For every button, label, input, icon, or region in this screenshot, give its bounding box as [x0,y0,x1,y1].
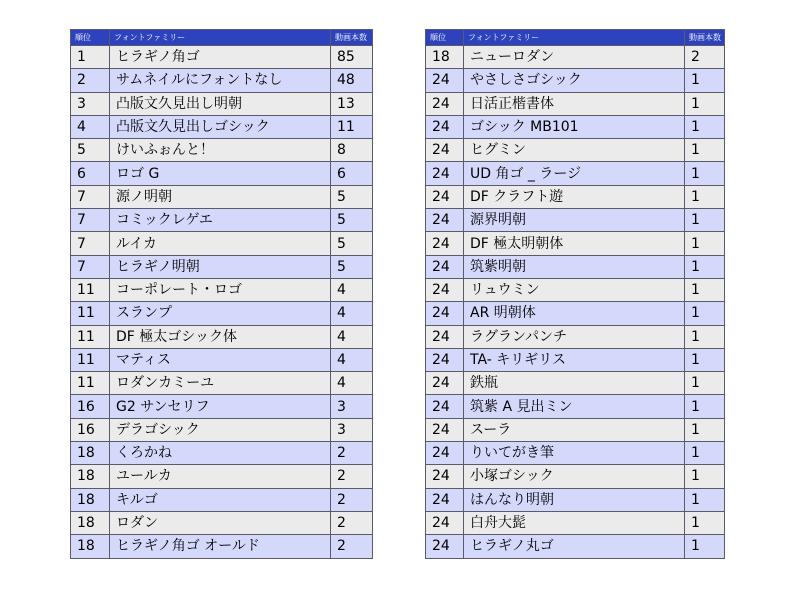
font-family-cell: スランプ [110,302,331,325]
header-video-count: 動画本数 [685,30,725,46]
table-row [426,92,725,115]
font-family-cell: マティス [110,348,331,371]
font-family-cell: ラグランパンチ [464,325,685,348]
ranking-table-left [70,29,373,559]
font-family-cell: AR 明朝体 [464,302,685,325]
video-count-cell: 2 [331,442,373,465]
rank-cell: 18 [71,488,110,511]
table-row [426,162,725,185]
video-count-cell: 1 [685,302,725,325]
font-family-cell: くろかね [110,442,331,465]
video-count-cell: 5 [331,185,373,208]
rank-cell: 4 [71,115,110,138]
table-body-right [426,46,725,559]
font-family-cell: G2 サンセリフ [110,395,331,418]
table-row [71,278,373,301]
font-family-cell: サムネイルにフォントなし [110,69,331,92]
font-family-cell: やさしさゴシック [464,69,685,92]
rank-cell: 24 [426,92,464,115]
rank-cell: 11 [71,372,110,395]
rank-cell: 24 [426,139,464,162]
video-count-cell: 2 [331,465,373,488]
table-row [71,115,373,138]
table-row [71,511,373,534]
video-count-cell: 1 [685,348,725,371]
table-row [71,185,373,208]
font-family-cell: キルゴ [110,488,331,511]
rank-cell: 24 [426,302,464,325]
table-body-left [71,46,373,559]
font-family-cell: リュウミン [464,278,685,301]
video-count-cell: 6 [331,162,373,185]
table-row [426,465,725,488]
font-family-cell: ヒラギノ明朝 [110,255,331,278]
rank-cell: 18 [426,46,464,69]
video-count-cell: 1 [685,255,725,278]
table-row [71,465,373,488]
video-count-cell: 5 [331,232,373,255]
font-family-cell: ルイカ [110,232,331,255]
font-family-cell: ヒラギノ角ゴ オールド [110,535,331,558]
rank-cell: 24 [426,418,464,441]
table-row [426,535,725,558]
header-video-count: 動画本数 [331,30,373,46]
rank-cell: 2 [71,69,110,92]
font-family-cell: 筑紫 A 見出ミン [464,395,685,418]
video-count-cell: 13 [331,92,373,115]
rank-cell: 24 [426,209,464,232]
font-family-cell: コーポレート・ロゴ [110,278,331,301]
video-count-cell: 1 [685,465,725,488]
table-row [71,255,373,278]
video-count-cell: 48 [331,69,373,92]
table-row [426,278,725,301]
table-row [426,232,725,255]
font-family-cell: UD 角ゴ _ ラージ [464,162,685,185]
rank-cell: 5 [71,139,110,162]
font-family-cell: コミックレゲエ [110,209,331,232]
video-count-cell: 4 [331,348,373,371]
rank-cell: 16 [71,395,110,418]
table-row [426,302,725,325]
rank-cell: 7 [71,185,110,208]
table-row [426,209,725,232]
table-row [71,139,373,162]
video-count-cell: 85 [331,46,373,69]
table-row [71,162,373,185]
font-family-cell: TA- キリギリス [464,348,685,371]
rank-cell: 24 [426,535,464,558]
table-row [426,325,725,348]
video-count-cell: 1 [685,418,725,441]
video-count-cell: 2 [331,535,373,558]
video-count-cell: 1 [685,69,725,92]
video-count-cell: 1 [685,488,725,511]
video-count-cell: 8 [331,139,373,162]
table-header-row [71,30,373,46]
font-family-cell: 源界明朝 [464,209,685,232]
table-row [426,442,725,465]
video-count-cell: 4 [331,372,373,395]
font-family-cell: ゴシック MB101 [464,115,685,138]
table-row [71,325,373,348]
ranking-table-right [425,29,725,559]
font-family-cell: けいふぉんと！ [110,139,331,162]
font-family-cell: ユールカ [110,465,331,488]
rank-cell: 24 [426,348,464,371]
font-family-cell: ニューロダン [464,46,685,69]
font-family-cell: DF 極太ゴシック体 [110,325,331,348]
video-count-cell: 1 [685,185,725,208]
video-count-cell: 4 [331,302,373,325]
video-count-cell: 3 [331,418,373,441]
table-row [426,115,725,138]
video-count-cell: 1 [685,139,725,162]
table-row [71,395,373,418]
font-family-cell: ロダン [110,511,331,534]
table-row [426,418,725,441]
video-count-cell: 5 [331,255,373,278]
table-row [426,348,725,371]
font-family-cell: 筑紫明朝 [464,255,685,278]
rank-cell: 18 [71,511,110,534]
rank-cell: 24 [426,162,464,185]
table-row [71,232,373,255]
video-count-cell: 2 [331,511,373,534]
video-count-cell: 2 [331,488,373,511]
video-count-cell: 1 [685,395,725,418]
rank-cell: 24 [426,395,464,418]
rank-cell: 11 [71,348,110,371]
rank-cell: 24 [426,488,464,511]
header-rank: 順位 [71,30,110,46]
rank-cell: 1 [71,46,110,69]
table-row [71,488,373,511]
rank-cell: 11 [71,325,110,348]
table-row [426,255,725,278]
table-row [71,69,373,92]
rank-cell: 24 [426,442,464,465]
table-row [426,185,725,208]
video-count-cell: 4 [331,278,373,301]
font-family-cell: ロゴ G [110,162,331,185]
video-count-cell: 1 [685,442,725,465]
table-row [426,139,725,162]
font-family-cell: ヒラギノ丸ゴ [464,535,685,558]
table-row [426,372,725,395]
rank-cell: 24 [426,465,464,488]
rank-cell: 18 [71,465,110,488]
video-count-cell: 11 [331,115,373,138]
header-font-family: フォントファミリー [464,30,685,46]
font-family-cell: ロダンカミーユ [110,372,331,395]
rank-cell: 11 [71,278,110,301]
table-row [71,46,373,69]
font-family-cell: デラゴシック [110,418,331,441]
table-row [71,372,373,395]
rank-cell: 24 [426,69,464,92]
font-family-cell: 小塚ゴシック [464,465,685,488]
video-count-cell: 1 [685,325,725,348]
video-count-cell: 1 [685,511,725,534]
rank-cell: 24 [426,232,464,255]
font-family-cell: 源ノ明朝 [110,185,331,208]
rank-cell: 24 [426,511,464,534]
rank-cell: 16 [71,418,110,441]
video-count-cell: 1 [685,162,725,185]
header-font-family: フォントファミリー [110,30,331,46]
table-row [426,395,725,418]
table-row [426,46,725,69]
font-family-cell: はんなり明朝 [464,488,685,511]
rank-cell: 7 [71,255,110,278]
font-family-cell: ヒラギノ角ゴ [110,46,331,69]
rank-cell: 7 [71,209,110,232]
table-row [71,302,373,325]
rank-cell: 11 [71,302,110,325]
table-row [71,418,373,441]
table-row [426,488,725,511]
rank-cell: 3 [71,92,110,115]
font-family-cell: 白舟大髭 [464,511,685,534]
font-family-cell: りいてがき筆 [464,442,685,465]
table-row [71,209,373,232]
table-row [71,348,373,371]
font-family-cell: スーラ [464,418,685,441]
font-family-cell: ヒグミン [464,139,685,162]
video-count-cell: 1 [685,278,725,301]
table-row [426,511,725,534]
table-row [71,92,373,115]
font-family-cell: 日活正楷書体 [464,92,685,115]
rank-cell: 24 [426,185,464,208]
rank-cell: 24 [426,278,464,301]
rank-cell: 7 [71,232,110,255]
video-count-cell: 4 [331,325,373,348]
video-count-cell: 2 [685,46,725,69]
rank-cell: 6 [71,162,110,185]
video-count-cell: 1 [685,372,725,395]
table-row [71,442,373,465]
rank-cell: 24 [426,372,464,395]
video-count-cell: 1 [685,209,725,232]
table-row [71,535,373,558]
font-family-cell: 凸版文久見出しゴシック [110,115,331,138]
video-count-cell: 3 [331,395,373,418]
rank-cell: 18 [71,535,110,558]
rank-cell: 24 [426,255,464,278]
video-count-cell: 5 [331,209,373,232]
video-count-cell: 1 [685,232,725,255]
font-family-cell: 鉄瓶 [464,372,685,395]
font-family-cell: DF 極太明朝体 [464,232,685,255]
header-rank: 順位 [426,30,464,46]
font-family-cell: 凸版文久見出し明朝 [110,92,331,115]
rank-cell: 24 [426,325,464,348]
video-count-cell: 1 [685,115,725,138]
table-row [426,69,725,92]
table-header-row [426,30,725,46]
font-family-cell: DF クラフト遊 [464,185,685,208]
video-count-cell: 1 [685,92,725,115]
rank-cell: 18 [71,442,110,465]
rank-cell: 24 [426,115,464,138]
video-count-cell: 1 [685,535,725,558]
